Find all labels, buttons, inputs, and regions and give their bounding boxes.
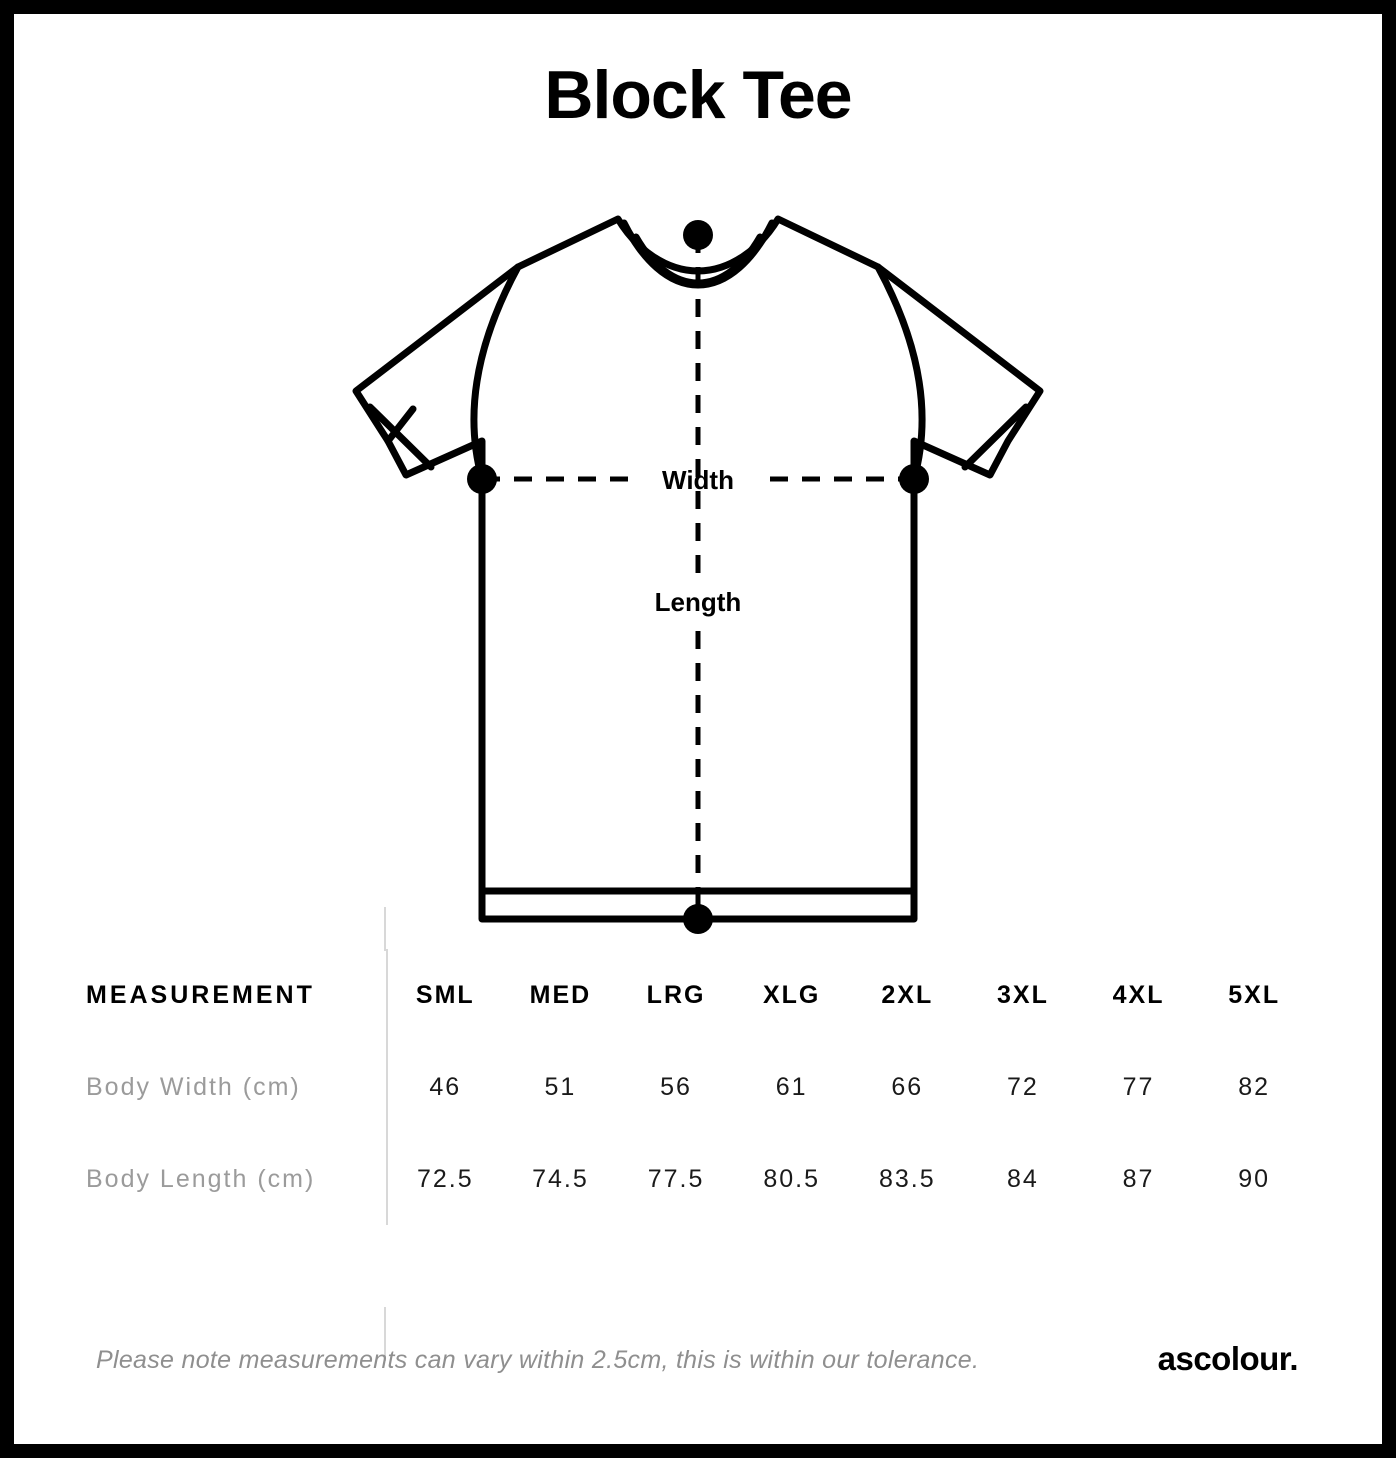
cell-body-length-lrg: 77.5 xyxy=(647,1164,705,1193)
cell-body-width-2xl: 66 xyxy=(891,1072,924,1101)
cell-body-width-5xl: 82 xyxy=(1238,1072,1271,1101)
table-header-size-sml: SML xyxy=(415,980,475,1009)
table-row xyxy=(84,1133,1312,1225)
cell-body-length-5xl: 90 xyxy=(1238,1164,1271,1193)
measurements-table-wrap xyxy=(14,949,1382,1309)
row-label-body-width: Body Width (cm) xyxy=(84,1041,387,1133)
table-header-measurement: MEASUREMENT xyxy=(84,949,387,1041)
cell-body-length-sml: 72.5 xyxy=(416,1164,474,1193)
cell-body-width-xlg: 61 xyxy=(775,1072,808,1101)
tshirt-diagram xyxy=(14,179,1382,939)
table-header-size-xlg: XLG xyxy=(762,980,821,1009)
cell-body-length-med: 74.5 xyxy=(532,1164,589,1193)
row-label-body-length: Body Length (cm) xyxy=(84,1133,387,1225)
table-header-size-2xl: 2XL xyxy=(881,980,934,1009)
cell-body-length-4xl: 87 xyxy=(1122,1164,1155,1193)
cell-body-width-lrg: 56 xyxy=(660,1072,692,1101)
footer xyxy=(14,1340,1382,1386)
table-header-size-5xl: 5XL xyxy=(1228,980,1281,1009)
tolerance-note: Please note measurements can vary within 2.5cm, this is within our tolerance. xyxy=(96,1346,980,1374)
measurements-table xyxy=(84,949,1312,1225)
cell-body-width-3xl: 72 xyxy=(1007,1072,1039,1101)
cell-body-length-2xl: 83.5 xyxy=(878,1164,936,1193)
cell-body-length-xlg: 80.5 xyxy=(763,1164,821,1193)
table-header-size-3xl: 3XL xyxy=(997,980,1049,1009)
length-label: Length xyxy=(654,587,742,617)
cell-body-length-3xl: 84 xyxy=(1007,1164,1039,1193)
table-row xyxy=(84,1041,1312,1133)
table-header-size-med: MED xyxy=(529,980,592,1009)
measure-guides xyxy=(482,235,914,919)
cell-body-width-4xl: 77 xyxy=(1122,1072,1155,1101)
cell-body-width-med: 51 xyxy=(544,1072,577,1101)
column-divider-top xyxy=(384,907,386,951)
size-chart-sheet xyxy=(14,14,1382,1444)
cell-body-width-sml: 46 xyxy=(429,1072,462,1101)
table-header-row xyxy=(84,949,1312,1041)
table-header-size-lrg: LRG xyxy=(646,980,706,1009)
tshirt-illustration xyxy=(318,179,1078,939)
page-title: Block Tee xyxy=(544,57,852,133)
brand-logo: ascolour. xyxy=(1157,1340,1298,1377)
width-label: Width xyxy=(662,465,734,495)
table-header-size-4xl: 4XL xyxy=(1112,980,1165,1009)
